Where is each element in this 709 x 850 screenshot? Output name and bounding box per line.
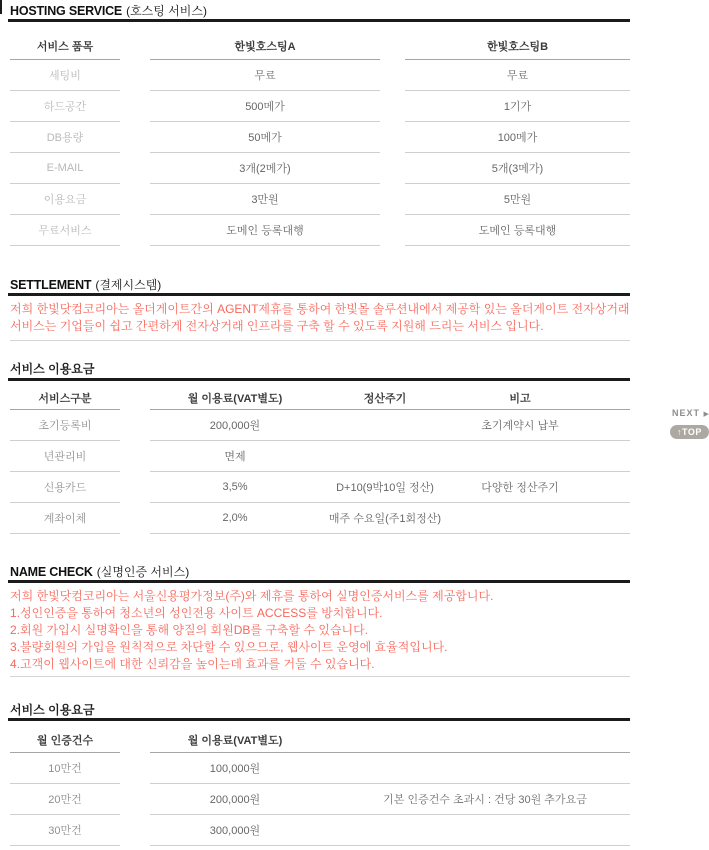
row-label: 초기등록비 xyxy=(10,410,120,441)
hosting-col-plan-a: 한빛호스팅A xyxy=(150,32,380,60)
table-row xyxy=(10,410,630,441)
hosting-table xyxy=(10,32,630,246)
section-title-namecheck xyxy=(10,563,189,580)
rule-namecheck-fee xyxy=(8,718,630,721)
row-value-a: 3만원 xyxy=(150,184,380,215)
table-row xyxy=(10,815,630,846)
row-value-a: 50메가 xyxy=(150,122,380,153)
table-row xyxy=(10,184,630,215)
row-fee: 300,000원 xyxy=(209,825,261,837)
section-title-settlement-en: SETTLEMENT xyxy=(10,278,92,292)
description-line: 3.불량회원의 가입을 원칙적으로 차단할 수 있으므로, 웹사이트 운영에 효율적입니다. xyxy=(10,640,448,654)
row-value-b: 무료 xyxy=(405,60,630,91)
namecheck-col-count: 월 인증건수 xyxy=(10,727,120,753)
row-label: 10만건 xyxy=(10,753,120,784)
namecheck-description xyxy=(10,588,632,673)
settlement-fee-subtitle: 서비스 이용요금 xyxy=(10,362,95,376)
section-title-hosting-ko: (호스팅 서비스) xyxy=(126,4,207,18)
row-label: 세팅비 xyxy=(10,60,120,91)
description-line: 4.고객이 웹사이트에 대한 신뢰감을 높이는데 효과를 거둘 수 있습니다. xyxy=(10,657,375,671)
row-cycle: D+10(9박10일 정산) xyxy=(336,482,434,494)
row-value-b: 100메가 xyxy=(405,122,630,153)
divider xyxy=(10,676,630,677)
row-label: DB용량 xyxy=(10,122,120,153)
namecheck-fee-subtitle: 서비스 이용요금 xyxy=(10,703,95,717)
overfee-note: 기본 인증건수 초과시 : 건당 30원 추가요금 xyxy=(383,794,587,806)
table-row xyxy=(10,215,630,246)
settlement-table xyxy=(10,386,630,534)
section-title-namecheck-en: NAME CHECK xyxy=(10,565,93,579)
row-value-a: 3개(2메가) xyxy=(150,153,380,184)
row-fee: 200,000원 xyxy=(209,794,261,806)
settlement-col-cycle: 정산주기 xyxy=(363,392,407,405)
description-line: 저희 한빛닷컴코리아는 서울신용평가정보(주)와 제휴를 통하여 실명인증서비스를 제공합니다. xyxy=(10,589,494,603)
table-row xyxy=(10,753,630,784)
section-title-settlement xyxy=(10,276,161,293)
row-value-a: 도메인 등록대행 xyxy=(150,215,380,246)
description-line: 2.회원 가입시 실명확인을 통해 양질의 회원DB를 구축할 수 있습니다. xyxy=(10,623,369,637)
hosting-table-header xyxy=(10,32,630,60)
row-label: 이용요금 xyxy=(10,184,120,215)
section-title-settlement-ko: (결제시스템) xyxy=(95,278,162,292)
row-cycle: 매주 수요일(주1회정산) xyxy=(328,513,442,525)
next-page-link[interactable] xyxy=(672,408,709,418)
page-left-border-fragment xyxy=(0,0,2,14)
settlement-col-note: 비고 xyxy=(509,392,531,405)
rule-settlement-fee xyxy=(8,378,630,381)
table-row xyxy=(10,441,630,472)
row-label: 계좌이체 xyxy=(10,503,120,534)
section-title-hosting-en: HOSTING SERVICE xyxy=(10,4,123,18)
table-row xyxy=(10,122,630,153)
row-value-b: 5개(3메가) xyxy=(405,153,630,184)
table-row xyxy=(10,153,630,184)
namecheck-table-header xyxy=(10,727,630,753)
section-title-hosting xyxy=(10,2,207,19)
scroll-to-top-button[interactable] xyxy=(670,425,709,439)
row-label: 하드공간 xyxy=(10,91,120,122)
table-row xyxy=(10,472,630,503)
row-note: 다양한 정산주기 xyxy=(481,482,559,494)
rule-hosting xyxy=(8,19,630,22)
right-arrow-icon: ▶ xyxy=(703,411,709,418)
row-value-a: 500메가 xyxy=(150,91,380,122)
row-label: E-MAIL xyxy=(10,153,120,184)
top-label: TOP xyxy=(682,427,702,437)
settlement-col-type: 서비스구분 xyxy=(10,386,120,410)
description-line: 1.성인인증을 통하여 청소년의 성인전용 사이트 ACCESS를 방치합니다. xyxy=(10,606,383,620)
row-label: 30만건 xyxy=(10,815,120,846)
section-title-namecheck-ko: (실명인증 서비스) xyxy=(96,565,190,579)
namecheck-table xyxy=(10,727,630,846)
row-value-b: 도메인 등록대행 xyxy=(405,215,630,246)
row-label: 신용카드 xyxy=(10,472,120,503)
rule-namecheck xyxy=(8,580,630,583)
row-fee: 200,000원 xyxy=(209,420,261,432)
divider xyxy=(10,340,630,341)
settlement-table-header xyxy=(10,386,630,410)
row-fee: 면제 xyxy=(224,451,246,463)
settlement-col-fee: 월 이용료(VAT별도) xyxy=(187,392,283,405)
settlement-description: 저희 한빛닷컴코리아는 올더게이트간의 AGENT제휴를 통하여 한빛몰 솔루션내에서 제공학 있는 올더게이트 전자상거래 서비스는 기업들이 쉽고 간편하게 전자상거래 인프라를 구축 할 수 있도록 지원해 드리는 서비스 입니다. xyxy=(10,302,630,333)
row-label: 무료서비스 xyxy=(10,215,120,246)
row-fee: 3,5% xyxy=(222,481,248,493)
rule-settlement xyxy=(8,293,630,296)
row-fee: 2,0% xyxy=(222,512,248,524)
row-value-b: 5만원 xyxy=(405,184,630,215)
table-row xyxy=(10,60,630,91)
row-label: 년관리비 xyxy=(10,441,120,472)
namecheck-col-fee: 월 이용료(VAT별도) xyxy=(187,734,283,747)
hosting-col-plan-b: 한빛호스팅B xyxy=(405,32,630,60)
table-row xyxy=(10,503,630,534)
row-value-b: 1기가 xyxy=(405,91,630,122)
up-arrow-icon: ↑ xyxy=(677,427,682,437)
row-value-a: 무료 xyxy=(150,60,380,91)
row-note: 초기계약시 납부 xyxy=(481,420,559,432)
next-label: NEXT xyxy=(672,408,701,418)
table-row xyxy=(10,91,630,122)
row-label: 20만건 xyxy=(10,784,120,815)
hosting-col-item: 서비스 품목 xyxy=(10,32,120,60)
row-fee: 100,000원 xyxy=(209,763,261,775)
